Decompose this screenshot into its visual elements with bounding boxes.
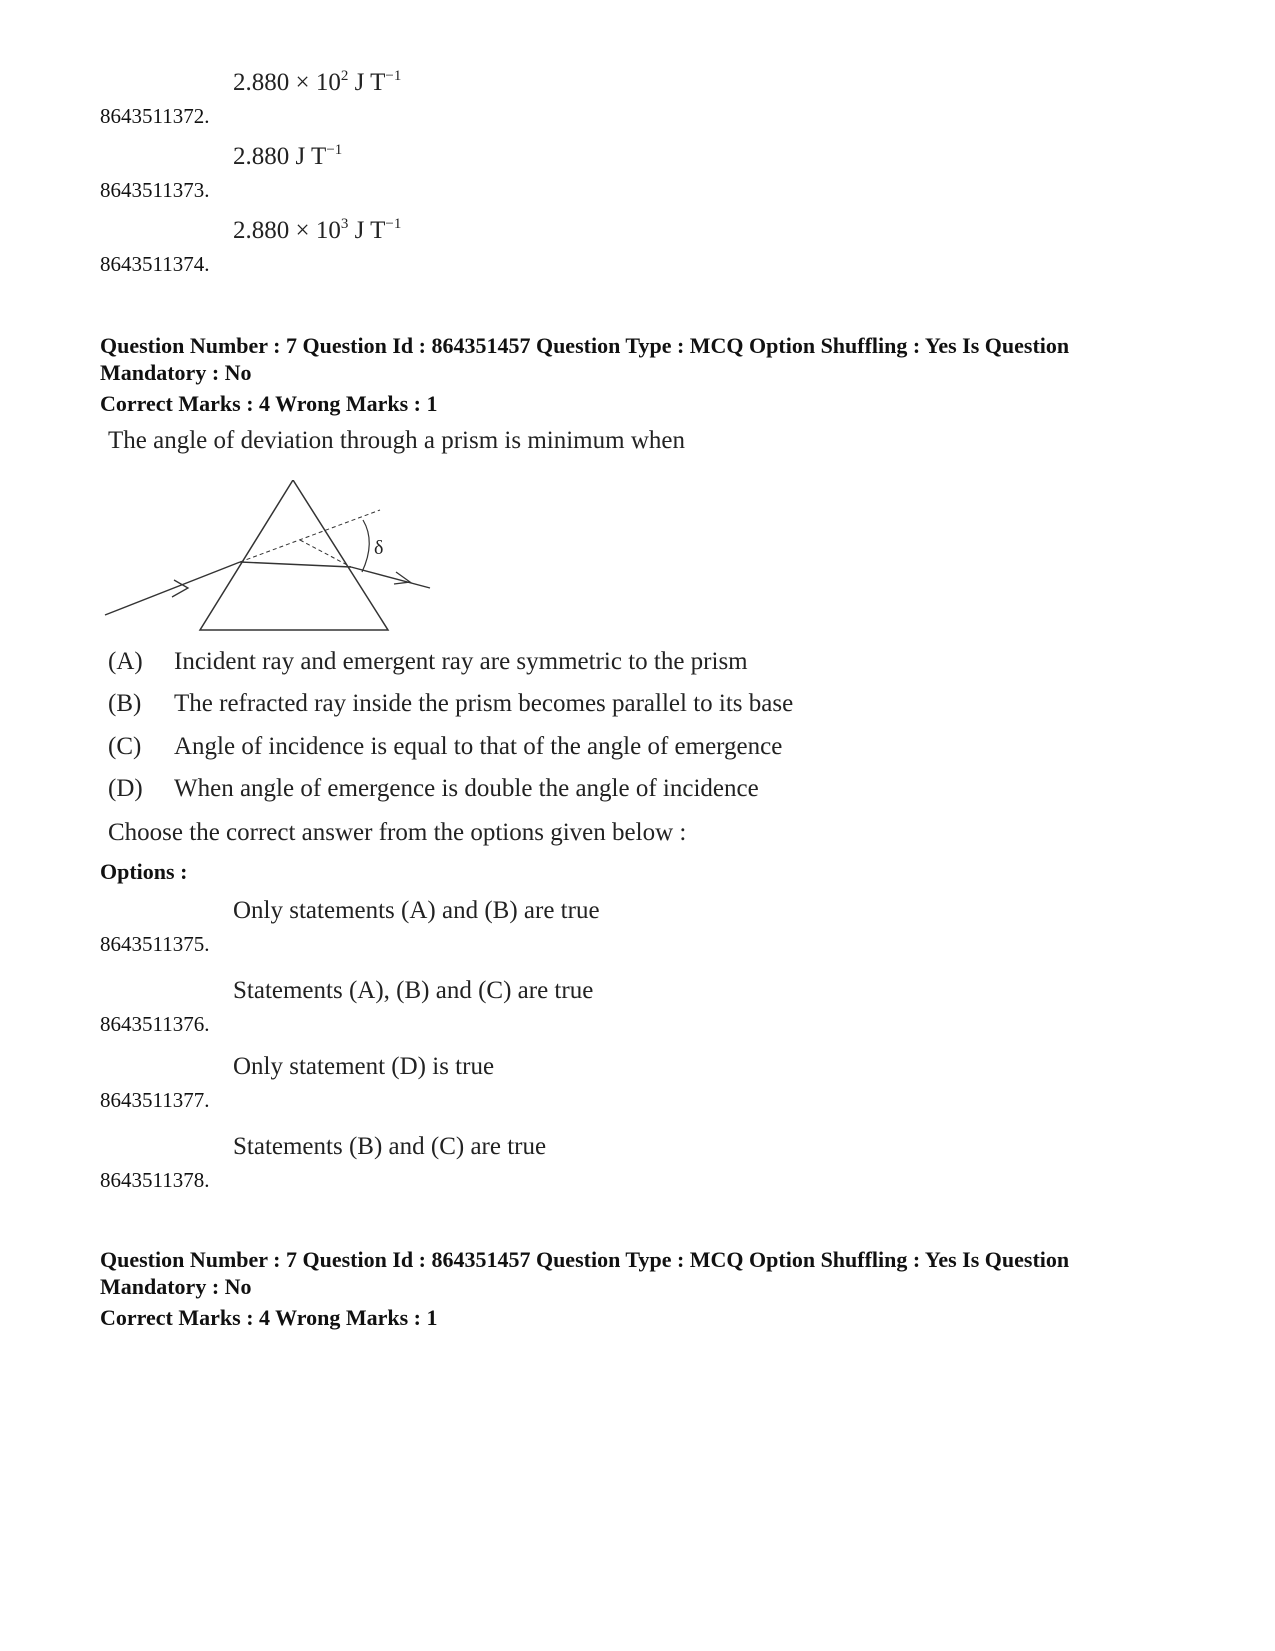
delta-label: δ: [374, 537, 384, 559]
incident-ray: [105, 562, 240, 615]
option-value: $2.880 \times 10^3$ J $T^{-1}$: [233, 216, 402, 244]
question-header-line1: Question Number : 7 Question Id : 864351457 Question Type : MCQ Option Shuffling : Yes Is Question: [100, 333, 1070, 358]
extended-incident-ray: [240, 510, 380, 562]
statement-c: (C) Angle of incidence is equal to that of the angle of emergence: [108, 733, 783, 760]
extended-emergent-ray: [300, 540, 351, 567]
next-question-header: [100, 1246, 1180, 1300]
option-id: 8643511377.: [100, 1088, 210, 1112]
statement-b: (B) The refracted ray inside the prism becomes parallel to its base: [108, 690, 794, 717]
option-text: Statements (A), (B) and (C) are true: [233, 977, 594, 1004]
next-question-header-line2: Mandatory : No: [100, 1274, 252, 1299]
option-id: 8643511373.: [100, 178, 210, 202]
option-id: 8643511378.: [100, 1168, 210, 1192]
deviation-arc: [362, 520, 369, 572]
option-text: Only statements (A) and (B) are true: [233, 897, 600, 924]
refracted-ray: [240, 562, 351, 567]
option-text: Only statement (D) is true: [233, 1053, 495, 1080]
prism-triangle: [200, 480, 388, 630]
choose-instruction: Choose the correct answer from the options given below :: [108, 819, 687, 846]
option-id: 8643511376.: [100, 1012, 210, 1036]
options-label: Options :: [100, 859, 188, 884]
option-text: Statements (B) and (C) are true: [233, 1133, 547, 1160]
option-id: 8643511375.: [100, 932, 210, 956]
question-header: [100, 332, 1180, 386]
next-question-marks: Correct Marks : 4 Wrong Marks : 1: [100, 1305, 438, 1330]
statement-a: (A) Incident ray and emergent ray are symmetric to the prism: [108, 648, 748, 675]
question-header-line2: Mandatory : No: [100, 360, 252, 385]
option-id: 8643511372.: [100, 104, 210, 128]
next-question-header-line1: Question Number : 7 Question Id : 864351457 Question Type : MCQ Option Shuffling : Yes Is Question: [100, 1247, 1070, 1272]
option-id: 8643511374.: [100, 252, 210, 276]
question-text: The angle of deviation through a prism is minimum when: [108, 427, 685, 454]
option-value: 2.880 J $T^{-1}$: [233, 142, 343, 170]
statement-d: (D) When angle of emergence is double the angle of incidence: [108, 775, 759, 802]
prism-diagram: [100, 480, 460, 645]
option-value: $2.880 \times 10^2$ J $T^{-1}$: [233, 68, 402, 96]
question-marks: Correct Marks : 4 Wrong Marks : 1: [100, 391, 438, 416]
emergent-arrow-icon: [394, 572, 410, 584]
